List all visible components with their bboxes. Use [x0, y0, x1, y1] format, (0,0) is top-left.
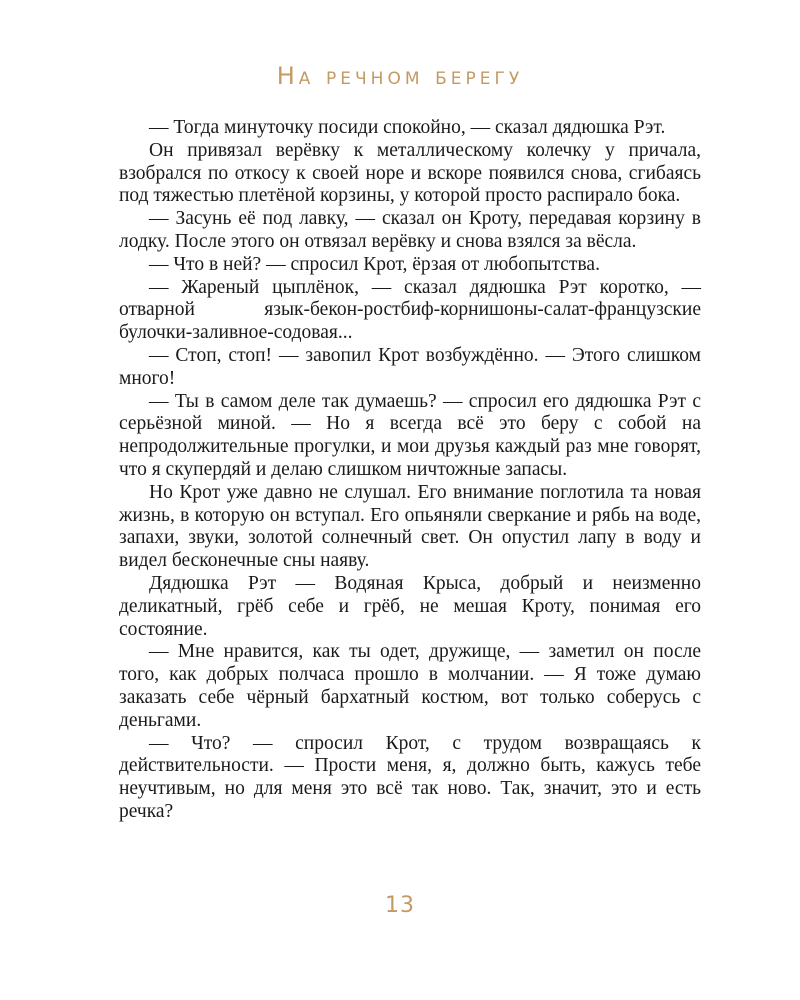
paragraph: Но Крот уже давно не слушал. Его внимание поглотила та новая жизнь, в которую он вступал. Его опьяняли сверкание и рябь на воде, запахи, звуки, золотой солнечный свет. Он опустил лапу в воду и видел бесконечные сны наяву.: [119, 481, 701, 572]
paragraph: — Тогда минуточку посиди спокойно, — сказал дядюшка Рэт.: [149, 117, 666, 138]
paragraph: Дядюшка Рэт — Водяная Крыса, добрый и неизменно деликатный, грёб себе и грёб, не мешая Кроту, понимая его состояние.: [119, 572, 701, 640]
paragraph: — Что в ней? — спросил Крот, ёрзая от любопытства.: [149, 253, 600, 275]
paragraph: — Ты в самом деле так думаешь? — спросил его дядюшка Рэт с серьёзной миной. — Но я всегда всё это беру с собой на непродолжительные прогулки, и мои друзья каждый раз мне говорят, что я скупердяй и делаю слишком ничтожные запасы.: [119, 390, 701, 480]
body-text: [119, 117, 701, 824]
paragraph: — Что? — спросил Крот, с трудом возвращаясь к действительности. — Прости меня, я, должно быть, кажусь тебе неучтивым, но для меня это всё так ново. Так, значит, это и есть речка?: [119, 732, 701, 822]
paragraph: — Жареный цыплёнок, — сказал дядюшка Рэт коротко, — отварной язык-бекон-ростбиф-корнишоны-салат-французские булочки-заливное-содовая...: [119, 276, 701, 344]
paragraph: — Засунь её под лавку, — сказал он Кроту, передавая корзину в лодку. После этого он отвязал верёвку и снова взялся за вёсла.: [119, 208, 701, 252]
paragraph: — Мне нравится, как ты одет, дружище, — заметил он после того, как добрых полчаса прошло в молчании. — Я тоже думаю заказать себе чёрный бархатный костюм, вот только соберусь с деньгами.: [119, 641, 701, 731]
paragraph: — Стоп, стоп! — завопил Крот возбуждённо. — Этого слишком много!: [119, 344, 701, 389]
paragraph: Он привязал верёвку к металлическому колечку у причала, взобрался по откосу к своей норе и вскоре появился снова, сгибаясь под тяжестью плетёной корзины, у которой просто распирало бока.: [119, 139, 701, 207]
running-title: На речном берегу: [276, 62, 524, 90]
page-number: 13: [385, 893, 415, 918]
